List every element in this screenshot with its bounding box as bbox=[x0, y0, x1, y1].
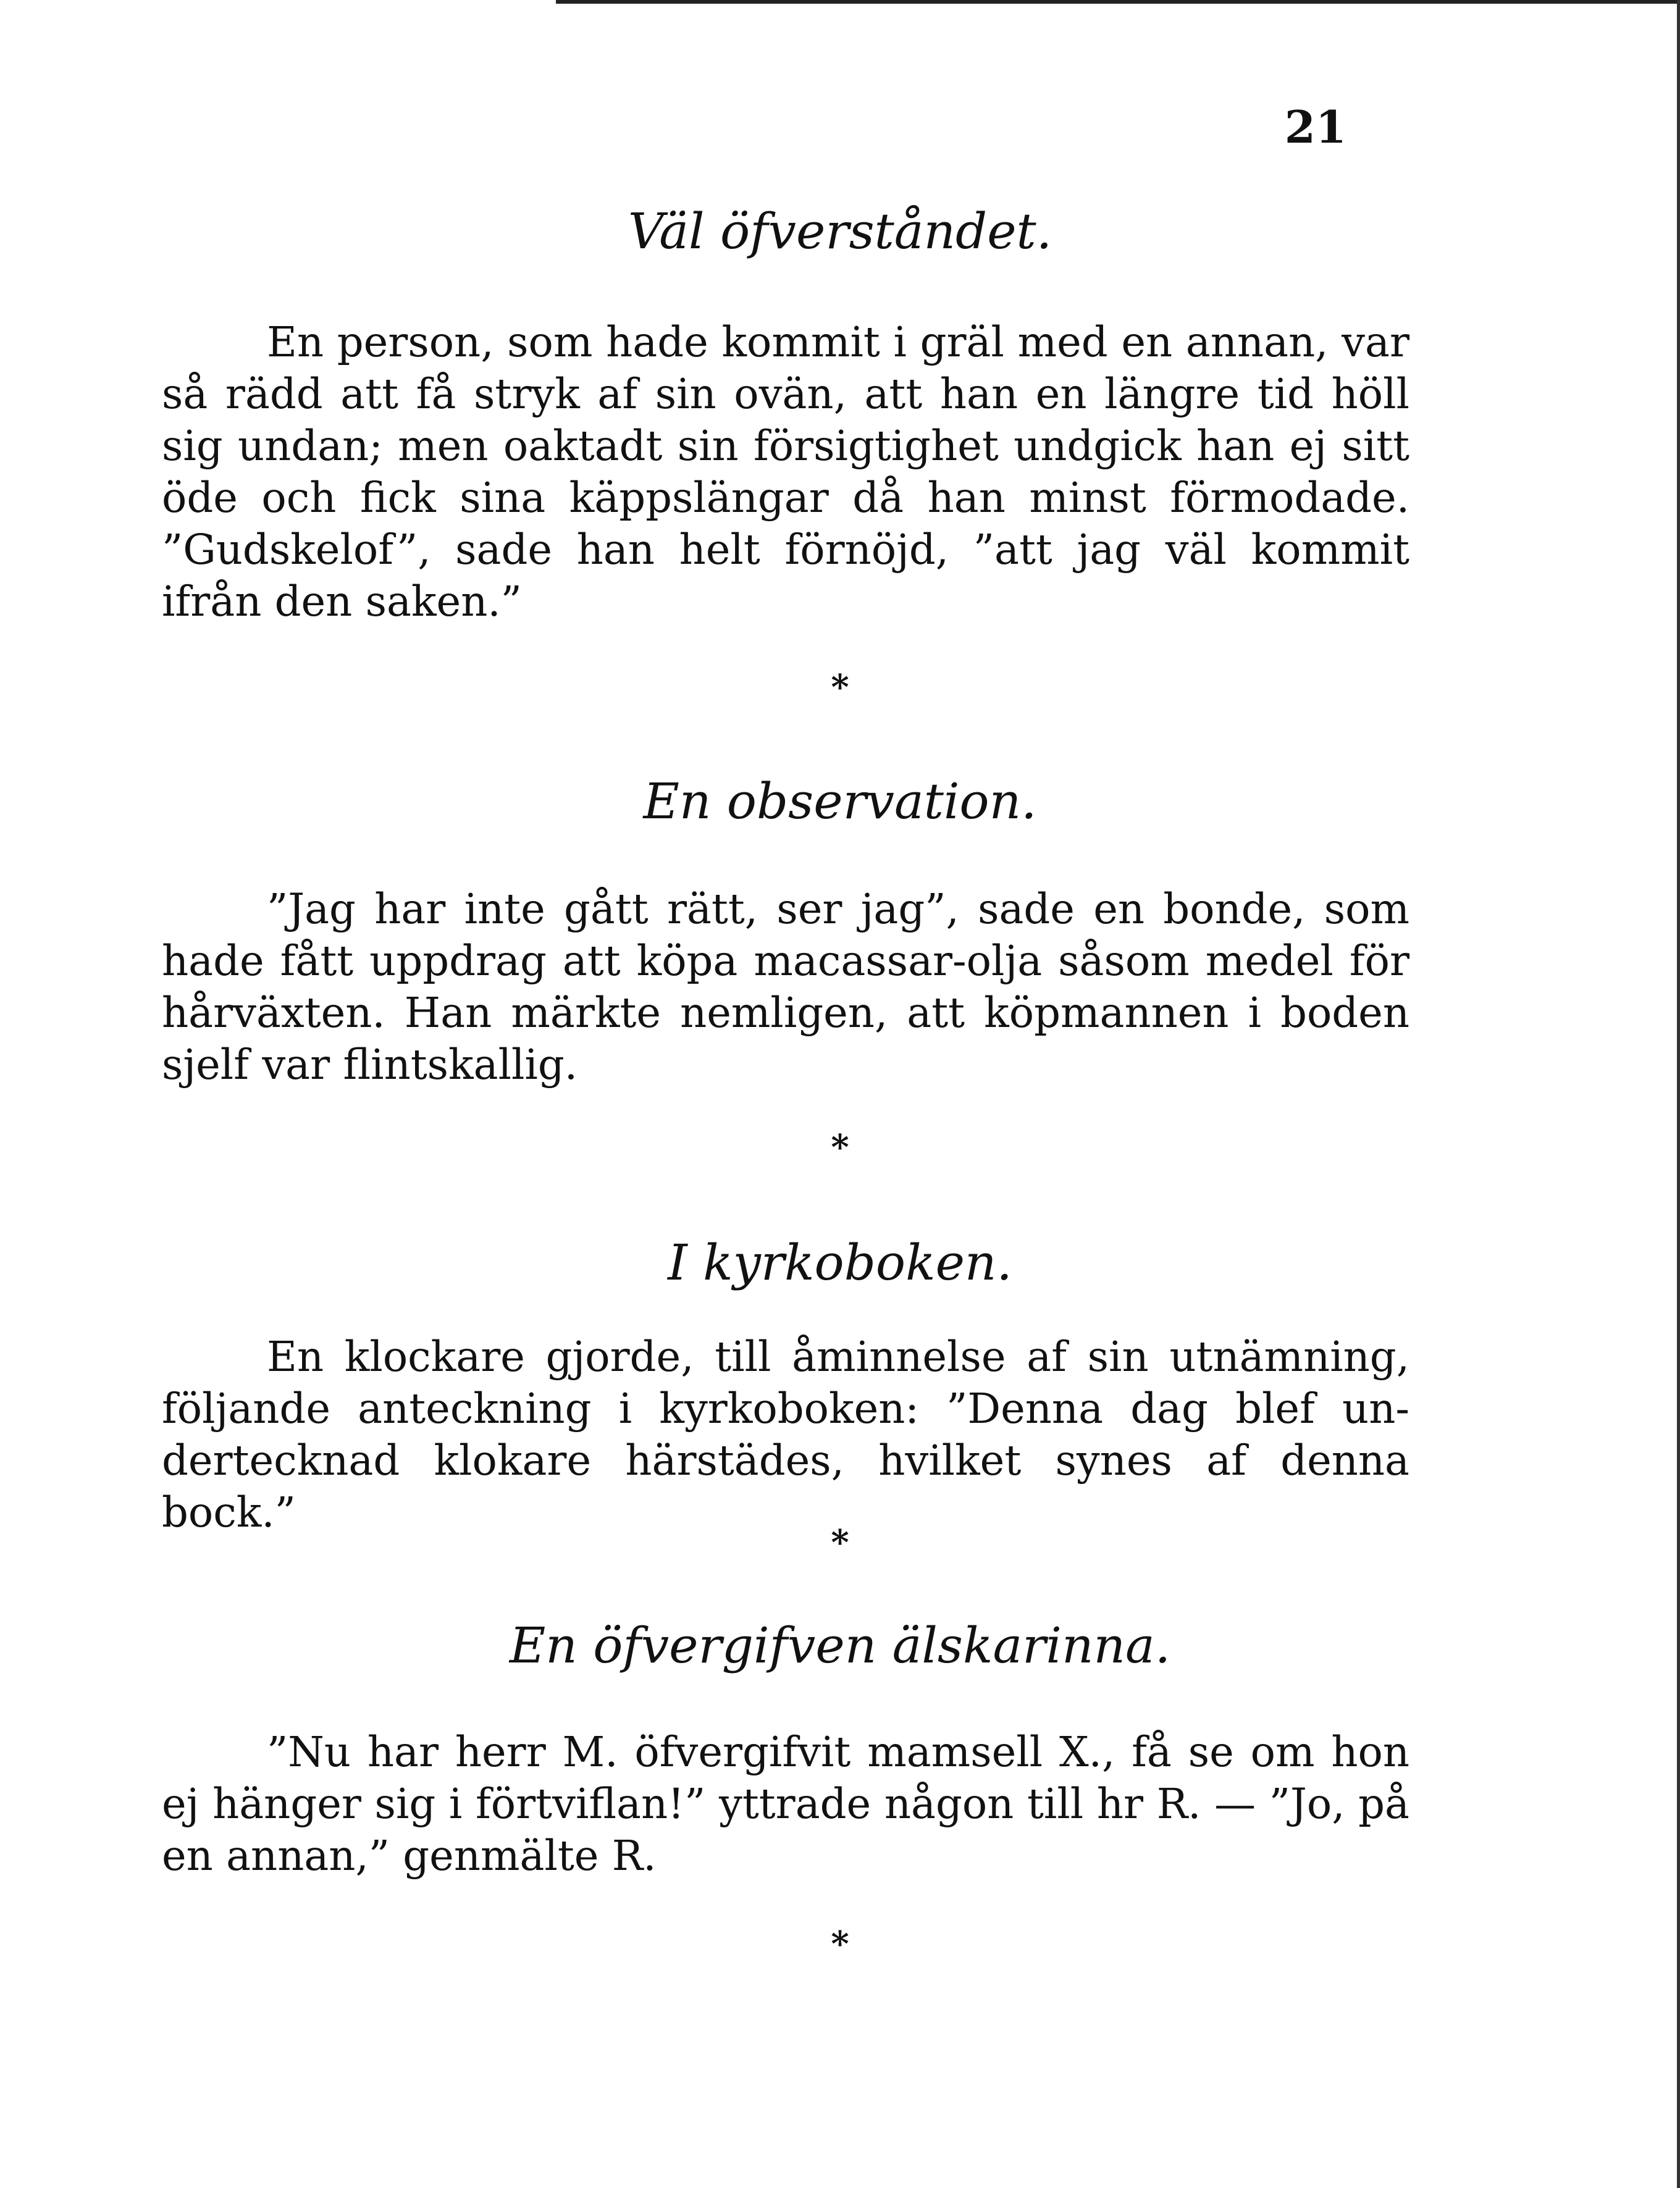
right-edge-shadow bbox=[1677, 0, 1680, 2188]
paragraph: ”Jag har inte gått rätt, ser jag”, sade en bonde, som hade fått uppdrag att köpa macassar-olja såsom medel för hårväxten. Han märkte nemligen, att köpmannen i boden sjelf var flintskallig. bbox=[162, 885, 1409, 1089]
top-edge-rule bbox=[556, 0, 1680, 4]
section-body-3 bbox=[162, 1331, 1409, 1538]
section-title-en-ofvergifven-alskarinna: En öfvergifven älskarinna. bbox=[509, 1617, 1171, 1674]
section-title-val-ofverstandet: Väl öfverståndet. bbox=[628, 203, 1052, 260]
paragraph: ”Nu har herr M. öfvergifvit mamsell X., få se om hon ej hänger sig i förtviflan!” yttrade någon till hr R. — ”Jo, på en annan,” genmälte R. bbox=[162, 1728, 1409, 1880]
section-title-i-kyrkoboken: I kyrkoboken. bbox=[668, 1234, 1012, 1291]
section-body-1 bbox=[162, 316, 1409, 627]
asterisk-separator: * bbox=[831, 1522, 849, 1563]
section-body-4 bbox=[162, 1726, 1409, 1882]
page-number: 21 bbox=[1284, 101, 1346, 153]
asterisk-separator: * bbox=[831, 667, 849, 708]
section-title-en-observation: En observation. bbox=[643, 773, 1037, 830]
paragraph: En person, som hade kommit i gräl med en annan, var så rädd att få stryk af sin ovän, att han en längre tid höll sig undan; men oaktadt sin försigtighet undgick han ej sitt öde och fick sina käppslängar då han minst förmodade. ”Gudskelof”, sade han helt förnöjd, ”att jag väl kommit ifrån den saken.” bbox=[162, 318, 1409, 626]
asterisk-separator: * bbox=[831, 1924, 849, 1964]
section-body-2 bbox=[162, 883, 1409, 1091]
asterisk-separator: * bbox=[831, 1127, 849, 1168]
paragraph: En klockare gjorde, till åminnelse af sin utnämning, följande anteckning i kyrkoboken: ”Denna dag blef undertecknad klokare härstädes, hvilket synes af denna bock.” bbox=[162, 1333, 1409, 1536]
